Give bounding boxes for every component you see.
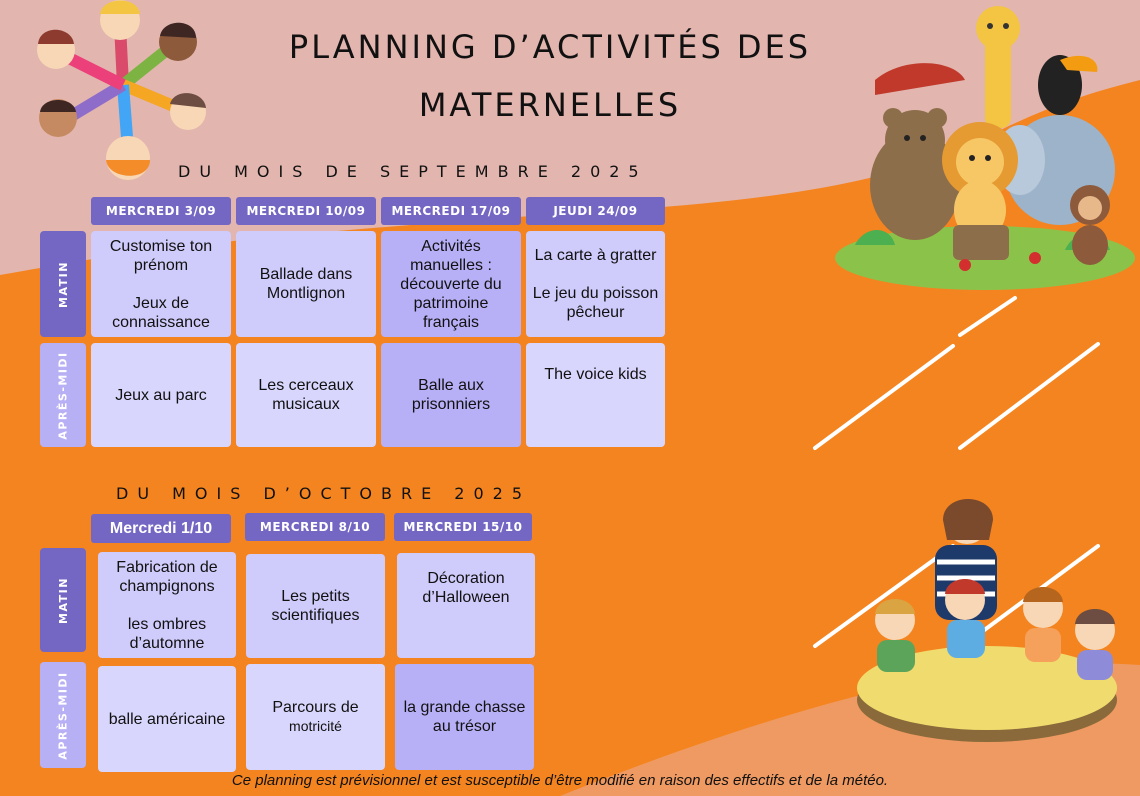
oct-row-label-matin — [40, 548, 86, 652]
oct-activity-cell — [246, 554, 385, 658]
activity-text: Customise ton prénom — [109, 237, 213, 274]
title-line-1: PLANNING D’ACTIVITÉS DES — [288, 28, 812, 66]
activity-text: Activités manuelles : découverte du patrimoine français — [400, 237, 502, 331]
oct-activity-cell — [98, 666, 236, 772]
activity-text: balle américaine — [108, 710, 226, 728]
footnote: Ce planning est prévisionnel et est susceptible d’être modifié en raison des effectifs et de la météo. — [231, 772, 889, 789]
sept-activity-cell — [381, 343, 521, 447]
activity-text: Le jeu du poisson pêcheur — [532, 285, 659, 321]
sept-activity-cell — [236, 231, 376, 337]
activity-text: La carte à gratter — [534, 247, 657, 264]
activity-text: les ombres d’automne — [127, 615, 207, 652]
row-label-text: APRÈS-MIDI — [56, 350, 70, 440]
sept-day-header: MERCREDI 3/09 — [91, 197, 231, 225]
activity-text: Jeux de connaissance — [112, 294, 210, 331]
sept-activity-cell — [526, 231, 665, 337]
september-heading: DU MOIS DE SEPTEMBRE 2025 — [178, 162, 648, 181]
activity-text: Décoration d’Halloween — [422, 570, 510, 606]
sept-day-header: JEUDI 24/09 — [526, 197, 665, 225]
activity-text: Les petits scientifiques — [271, 588, 360, 624]
oct-activity-cell — [395, 664, 534, 770]
sept-row-label-apres-midi — [40, 343, 86, 447]
sept-activity-cell — [526, 343, 665, 447]
title-line-2: MATERNELLES — [418, 86, 682, 124]
activity-text: Balle aux prisonniers — [411, 377, 491, 413]
sept-activity-cell — [381, 231, 521, 337]
oct-day-header: MERCREDI 15/10 — [394, 513, 532, 541]
oct-activity-cell — [246, 664, 385, 770]
activity-text: Les cerceaux musicaux — [258, 377, 354, 413]
page-title — [250, 18, 850, 134]
sept-day-header: MERCREDI 17/09 — [381, 197, 521, 225]
activity-text: Ballade dans Montlignon — [259, 266, 353, 302]
october-heading: DU MOIS D’OCTOBRE 2025 — [116, 484, 532, 503]
sept-row-label-matin — [40, 231, 86, 337]
teacher-children-illustration — [855, 490, 1125, 755]
oct-activity-cell — [98, 552, 236, 658]
sept-activity-cell — [236, 343, 376, 447]
activity-text: Fabrication de champignons — [116, 558, 218, 595]
activity-text: la grande chasse au trésor — [403, 699, 526, 735]
row-label-text: MATIN — [56, 576, 70, 624]
activity-text: motricité — [289, 718, 342, 734]
children-circle-illustration — [28, 0, 218, 185]
activity-text: The voice kids — [544, 366, 647, 383]
oct-row-label-apres-midi — [40, 662, 86, 768]
sept-activity-cell — [91, 343, 231, 447]
oct-day-header: Mercredi 1/10 — [91, 514, 231, 543]
sept-activity-cell — [91, 231, 231, 337]
oct-day-header: MERCREDI 8/10 — [245, 513, 385, 541]
activity-text: Jeux au parc — [115, 386, 207, 404]
row-label-text: MATIN — [56, 260, 70, 308]
row-label-text: APRÈS-MIDI — [56, 670, 70, 760]
oct-activity-cell — [397, 553, 535, 658]
jungle-animals-illustration — [835, 0, 1140, 300]
sept-day-header: MERCREDI 10/09 — [236, 197, 376, 225]
activity-text: Parcours de — [272, 699, 359, 716]
